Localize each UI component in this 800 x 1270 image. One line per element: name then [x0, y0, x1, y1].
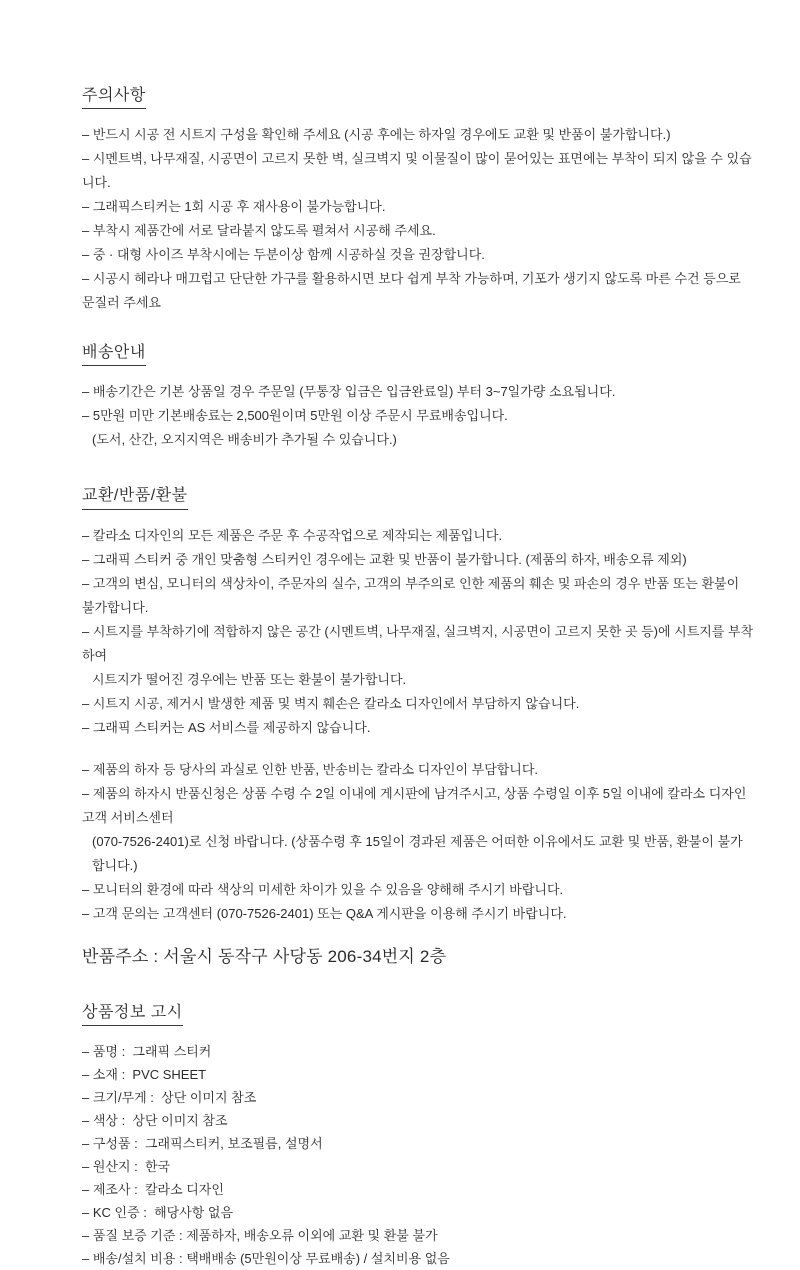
text-line: – 크기/무게 : 상단 이미지 참조 — [82, 1089, 257, 1105]
precautions-line-list — [82, 123, 754, 315]
section-product-info — [82, 1003, 754, 1270]
text-line: – 그래픽 스티커 중 개인 맞춤형 스티커인 경우에는 교환 및 반품이 불가합니다. (제품의 하자, 배송오류 제외) — [82, 551, 687, 567]
text-line: – 배송기간은 기본 상품일 경우 주문일 (무통장 입금은 입금완료일) 부터 3~7일가량 소요됩니다. — [82, 384, 616, 400]
text-line: – 색상 : 상단 이미지 참조 — [82, 1112, 228, 1128]
text-line: – 반드시 시공 전 시트지 구성을 확인해 주세요 (시공 후에는 하자일 경우에도 교환 및 반품이 불가합니다.) — [82, 127, 671, 143]
text-line: – 구성품 : 그래픽스티커, 보조필름, 설명서 — [82, 1135, 323, 1151]
exchange-line-list — [82, 524, 754, 926]
text-line: (070-7526-2401)로 신청 바랍니다. (상품수령 후 15일이 경과된 제품은 어떠한 이유에서도 교환 및 반품, 환불이 불가합니다.) — [92, 833, 743, 873]
text-line: – 칼라소 디자인의 모든 제품은 주문 후 수공작업으로 제작되는 제품입니다. — [82, 527, 503, 543]
section-title-product-info: 상품정보 고시 — [82, 1003, 183, 1026]
text-line: (도서, 산간, 오지지역은 배송비가 추가될 수 있습니다.) — [92, 432, 397, 448]
section-shipping — [82, 343, 754, 452]
section-title-exchange-return-refund: 교환/반품/환불 — [82, 486, 188, 509]
text-line: – 제조사 : 칼라소 디자인 — [82, 1181, 224, 1197]
text-line: – 품명 : 그래픽 스티커 — [82, 1043, 212, 1059]
text-line: – 제품의 하자 등 당사의 과실로 인한 반품, 반송비는 칼라소 디자인이 부담합니다. — [82, 761, 539, 777]
text-line: – 시공시 헤라나 매끄럽고 단단한 가구를 활용하시면 보다 쉽게 부착 가능하며, 기포가 생기지 않도록 마른 수건 등으로 문질러 주세요 — [82, 271, 745, 311]
text-line: – 중 · 대형 사이즈 부착시에는 두분이상 함께 시공하실 것을 권장합니다. — [82, 247, 485, 263]
text-line: – 시멘트벽, 나무재질, 시공면이 고르지 못한 벽, 실크벽지 및 이물질이 많이 묻어있는 표면에는 부착이 되지 않을 수 있습니다. — [82, 151, 752, 191]
text-line: – 그래픽 스티커는 AS 서비스를 제공하지 않습니다. — [82, 719, 371, 735]
text-line: – 제품의 하자시 반품신청은 상품 수령 수 2일 이내에 게시판에 남겨주시고, 상품 수령일 이후 5일 이내에 칼라소 디자인 고객 서비스센터 — [82, 785, 750, 825]
text-line: – 고객 문의는 고객센터 (070-7526-2401) 또는 Q&A 게시판을 이용해 주시기 바랍니다. — [82, 905, 567, 921]
text-line: – 소재 : PVC SHEET — [82, 1066, 207, 1082]
text-line: – 고객의 변심, 모니터의 색상차이, 주문자의 실수, 고객의 부주의로 인한 제품의 훼손 및 파손의 경우 반품 또는 환불이 불가합니다. — [82, 575, 743, 615]
product-info-line-list — [82, 1040, 754, 1270]
text-line: – 그래픽스티커는 1회 시공 후 재사용이 불가능합니다. — [82, 199, 386, 215]
text-line: – 모니터의 환경에 따라 색상의 미세한 차이가 있을 수 있음을 양해해 주시기 바랍니다. — [82, 881, 564, 897]
text-line: – 시트지를 부착하기에 적합하지 않은 공간 (시멘트벽, 나무재질, 실크벽지, 시공면이 고르지 못한 곳 등)에 시트지를 부착하여 — [82, 623, 754, 663]
text-line: 시트지가 떨어진 경우에는 반품 또는 환불이 불가합니다. — [92, 671, 407, 687]
section-title-shipping: 배송안내 — [82, 343, 146, 366]
section-precautions — [82, 86, 754, 315]
text-line: – 품질 보증 기준 : 제품하자, 배송오류 이외에 교환 및 환불 불가 — [82, 1227, 438, 1243]
section-exchange-return-refund — [82, 486, 754, 925]
text-line: – KC 인증 : 해당사항 없음 — [82, 1204, 234, 1220]
return-address: 반품주소 : 서울시 동작구 사당동 206-34번지 2층 — [82, 946, 447, 966]
text-line: – 원산지 : 한국 — [82, 1158, 171, 1174]
text-line: – 부착시 제품간에 서로 달라붙지 않도록 펼쳐서 시공해 주세요. — [82, 223, 436, 239]
section-title-precautions: 주의사항 — [82, 86, 146, 109]
text-line: – 시트지 시공, 제거시 발생한 제품 및 벽지 훼손은 칼라소 디자인에서 부담하지 않습니다. — [82, 695, 580, 711]
shipping-line-list — [82, 380, 754, 452]
text-line: – 배송/설치 비용 : 택배배송 (5만원이상 무료배송) / 설치비용 없음 — [82, 1250, 450, 1266]
text-line: – 5만원 미만 기본배송료는 2,500원이며 5만원 이상 주문시 무료배송입니다. — [82, 408, 508, 424]
